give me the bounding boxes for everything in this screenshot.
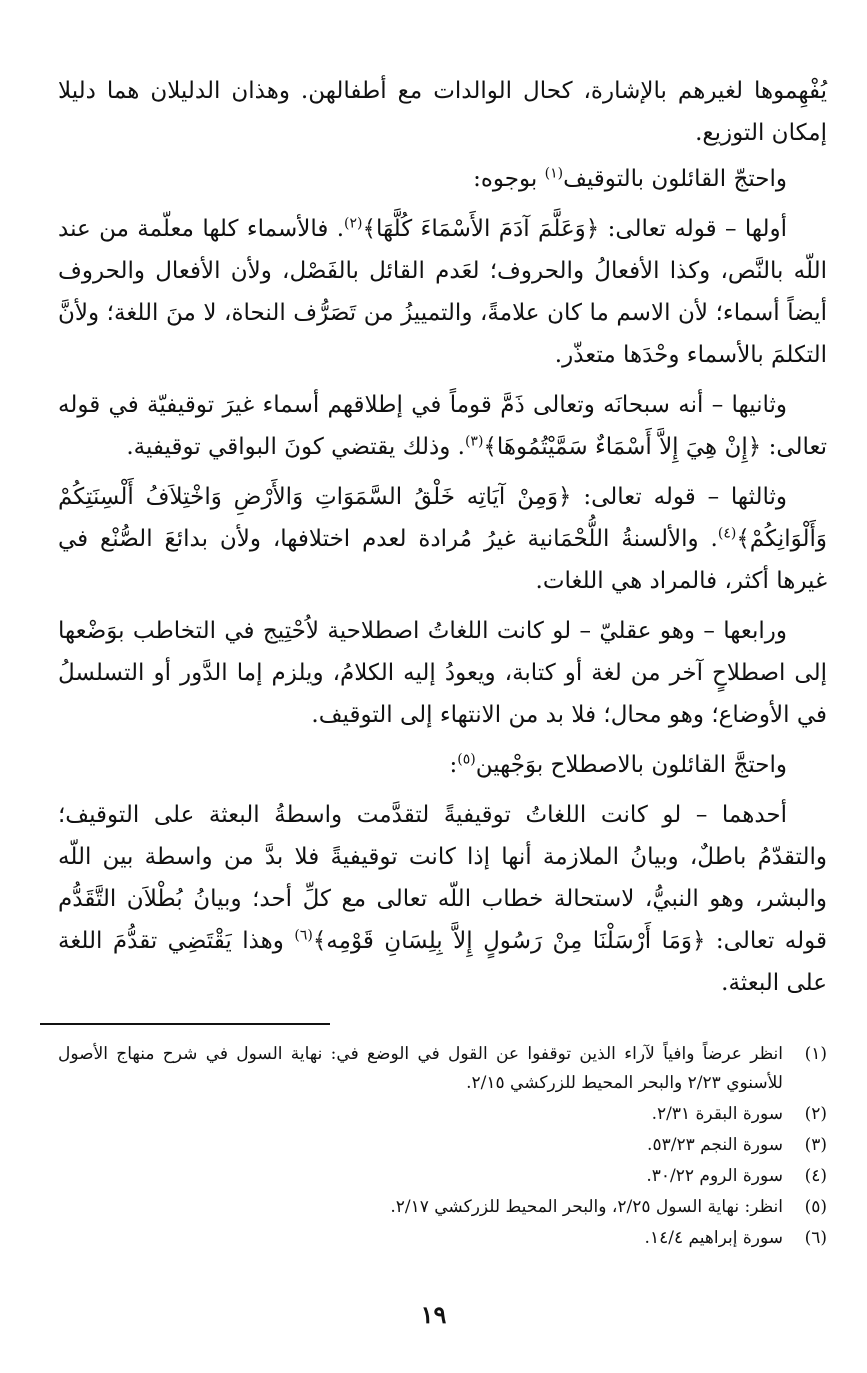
footnotes [58,1040,827,1255]
footnote-item [58,1131,827,1160]
main-text [58,70,827,1012]
page-number: ١٩ [420,1300,447,1329]
footnote-item [58,1193,827,1222]
paragraph-istilah-first [58,794,827,1004]
footnote-number: (١) [804,1044,827,1064]
footnote-marker[interactable]: (٢) [344,215,363,232]
footnote-item [58,1162,827,1191]
paragraph-text: واحتجَّ القائلون بالاصطلاح بوَجْهين [475,752,787,778]
paragraph-text-after: وهذا يَقْتَضِي تقدُّمَ اللغة على البعثة. [58,928,827,996]
footnote-number: (٤) [804,1166,827,1186]
footnote-number: (٣) [804,1135,827,1155]
paragraph-continuation [58,70,827,154]
footnote-number: (٦) [804,1228,827,1248]
footnote-marker[interactable]: (٥) [457,751,476,768]
paragraph-text-after: . وذلك يقتضي كونَ البواقي توقيفية. [126,434,465,460]
footnote-separator [40,1023,330,1025]
paragraph-text: أحدهما – لو كانت اللغاتُ توقيفيةً لتقدَّمت واسطةُ البعثة على التوقيف؛ والتقدّمُ باطلٌ، وبيانُ الملازمة أنها إذا كانت توقيفيةً فلا بدَّ من واسطة بين اللّه والبشر، وهو النبيُّ، لاستحالة خطاب اللّه تعالى مع كلِّ أحد؛ وبيانُ بُطْلاَن التَّقَدُّم قوله تعالى: ﴿وَمَا أَرْسَلْنَا مِنْ رَسُولٍ إِلاَّ بِلِسَانِ قَوْمِه﴾ [58,802,828,954]
footnote-text: سورة الروم ٣٠/٢٢. [646,1166,783,1186]
paragraph-text: واحتجّ القائلون بالتوقيف [563,166,787,192]
footnote-text: سورة إبراهيم ١٤/٤. [644,1228,783,1248]
paragraph-third-argument [58,476,827,602]
footnote-marker[interactable]: (٤) [717,525,737,542]
paragraph-text-after: . والألسنةُ اللُّحْمَانية غيرُ مُرادة لعدم اختلافها، ولأن بدائعَ الصُّنْع في غيرها أكثر، فالمراد هي اللغات. [58,526,827,594]
footnote-marker[interactable]: (١) [544,165,564,182]
footnote-text: انظر عرضاً وافياً لآراء الذين توقفوا عن القول في الوضع في: نهاية السول في شرح منهاج الأصول للأسنوي ٢/٢٣ والبحر المحيط للزركشي ٢/١٥. [58,1044,783,1093]
footnote-text: انظر: نهاية السول ٢/٢٥، والبحر المحيط للزركشي ٢/١٧. [390,1197,783,1217]
paragraph-istilah-intro [58,744,827,786]
footnote-item [58,1040,827,1098]
footnote-marker[interactable]: (٣) [464,433,484,450]
paragraph-text: وثانيها – أنه سبحانَه وتعالى ذَمَّ قوماً في إطلاقهم أسماء غيرَ توقيفيّة في قوله تعالى: ﴿إِنْ هِيَ إِلاَّ أَسْمَاءٌ سَمَّيْتُمُوهَا﴾ [58,392,827,460]
paragraph-text: أولها – قوله تعالى: ﴿وَعَلَّمَ آدَمَ الأَسْمَاءَ كُلَّهَا﴾ [362,216,787,242]
footnote-item [58,1224,827,1253]
paragraph-fourth-argument [58,610,827,736]
paragraph-text: وثالثها – قوله تعالى: ﴿وَمِنْ آيَاتِه خَلْقُ السَّمَوَاتِ وَالأَرْضِ وَاخْتِلاَفُ أَلْسِنَتِكُمْ وَأَلْوَانِكُمْ﴾ [58,484,827,552]
paragraph-text: ورابعها – وهو عقليّ – لو كانت اللغاتُ اصطلاحية لاُحْتِيج في التخاطب بوَضْعها إلى اصطلاحٍ آخر من لغة أو كتابة، ويعودُ إليه الكلامُ، ويلزم إما الدَّور أو التسلسلُ في الأوضاع؛ وهو محال؛ فلا بد من الانتهاء إلى التوقيف. [58,618,827,728]
footnote-text: سورة البقرة ٢/٣١. [651,1104,783,1124]
footnote-text: سورة النجم ٥٣/٢٣. [647,1135,783,1155]
footnote-number: (٥) [804,1197,827,1217]
footnote-number: (٢) [804,1104,827,1124]
paragraph-text-after: بوجوه: [473,166,545,192]
footnote-item [58,1100,827,1129]
paragraph-second-argument [58,384,827,468]
paragraph-tawqif-intro [58,158,827,200]
paragraph-text-after: . فالأسماء كلها معلّمة من عند اللّه بالنَّص، وكذا الأفعالُ والحروف؛ لعَدم القائل بالفَصْل، ولأن الأفعال والحروف أيضاً أسماء؛ لأن الاسم ما كان علامةً، والتمييزُ من تَصَرُّف النحاة، لا منَ اللغة؛ ولأنَّ التكلمَ بالأسماء وحْدَها متعذّر. [58,216,827,368]
paragraph-text: يُفْهِموها لغيرهم بالإشارة، كحال الوالدات مع أطفالهن. وهذان الدليلان هما دليلا إمكان التوزيع. [58,78,827,146]
paragraph-first-argument [58,208,827,376]
paragraph-text-after: : [449,752,458,778]
footnote-marker[interactable]: (٦) [294,927,313,944]
